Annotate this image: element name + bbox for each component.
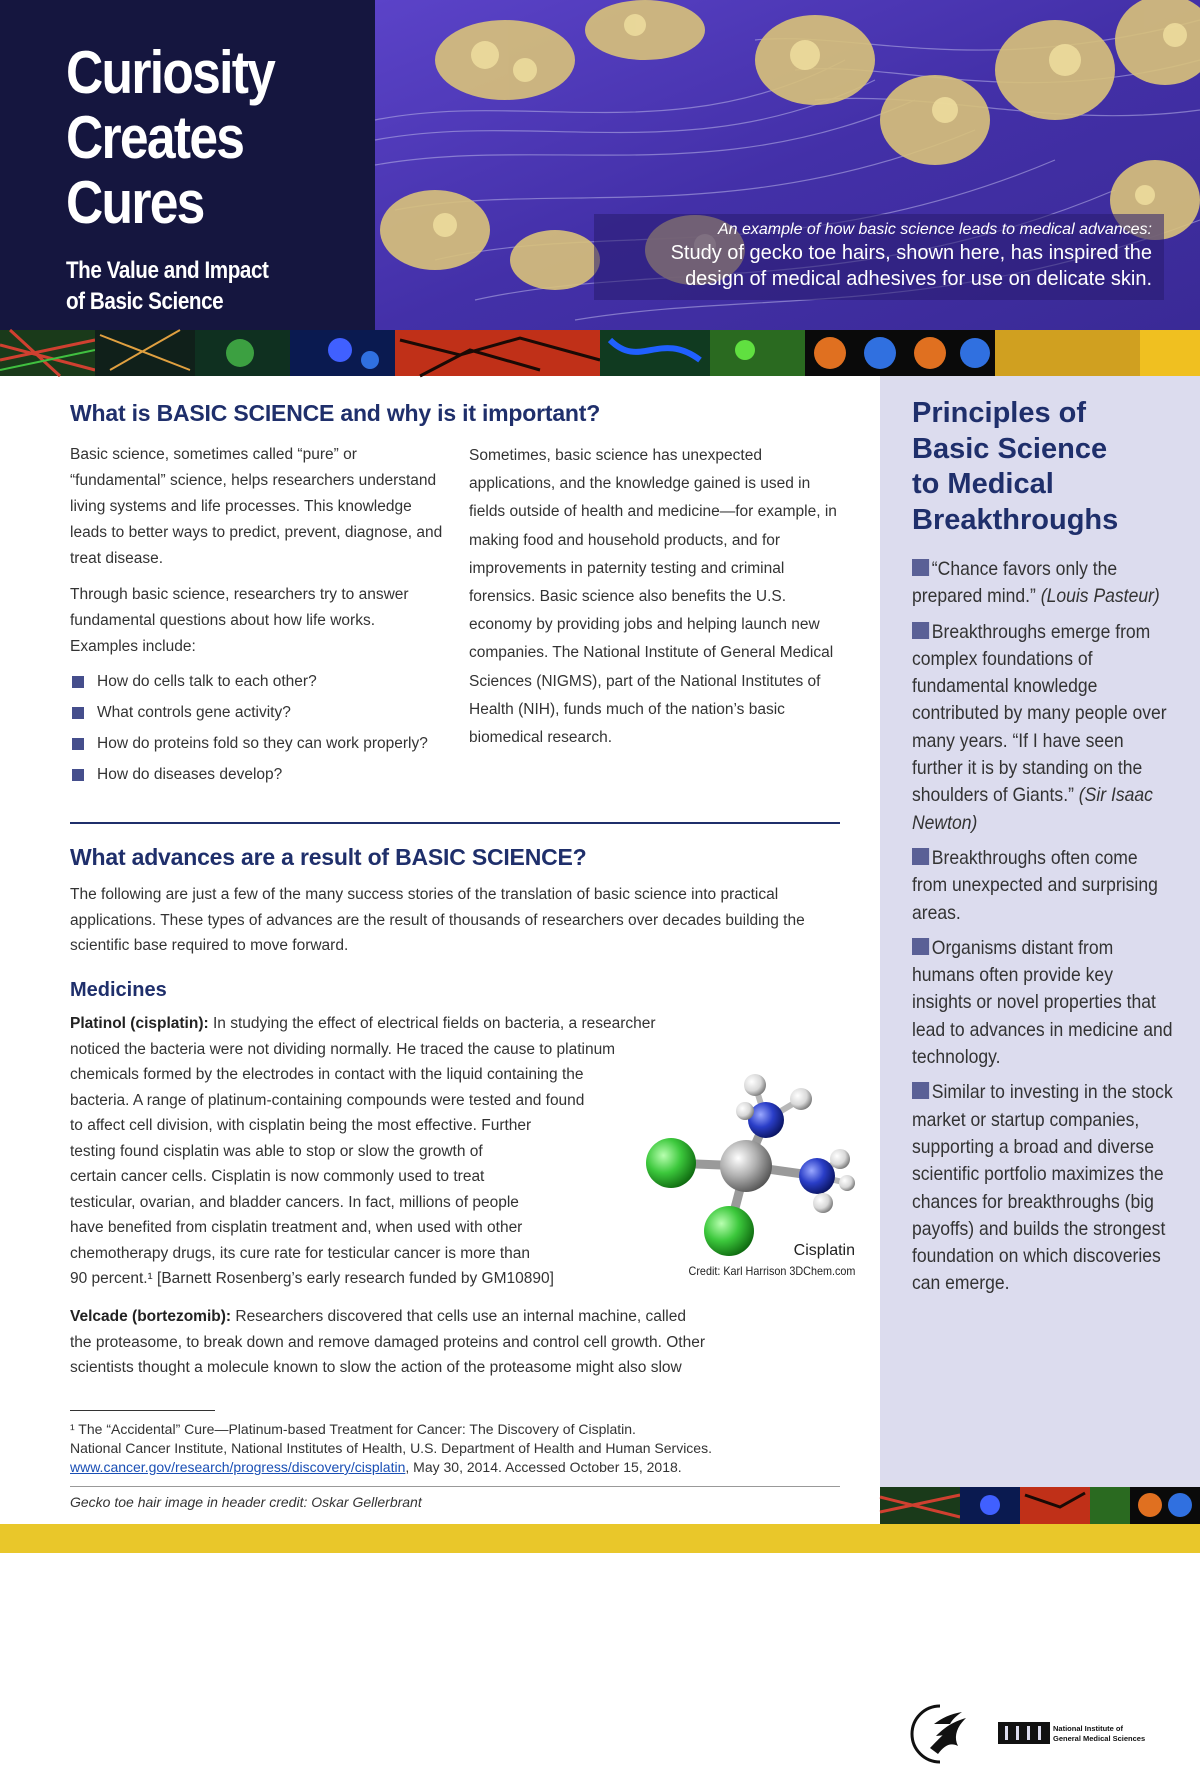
nigms-logo-line2: General Medical Sciences [1053, 1734, 1146, 1743]
hhs-eagle-icon [912, 1706, 966, 1762]
principle-citation: (Louis Pasteur) [1040, 585, 1160, 608]
platinol-term: Platinol (cisplatin): [70, 1015, 209, 1032]
paragraph: Sometimes, basic science has unexpected applications, and the knowledge gained is used in fields outside of health and medicine—for example, in making food and household products, and for improvements in paternity testing and criminal forensics. Basic science also benefits the U.S. economy by providing jobs and helping launch new companies. The National Institute of General Medical Sciences (NIGMS), part of the National Institutes of Health (NIH), funds much of the nation’s basic biomedical research. [469, 447, 837, 747]
text-line: 90 percent.¹ [Barnett Rosenberg’s early research funded by GM10890] [70, 1270, 554, 1287]
text-line: scientists thought a molecule known to slow the action of the proteasome might also slow [70, 1359, 682, 1376]
sidebar-title-line: Breakthroughs [912, 503, 1119, 536]
principle-text: Breakthroughs emerge from complex foundations of fundamental knowledge contributed by many people over many years. “If I have seen further it is by standing on the shoulders of Giants.” [912, 620, 1167, 807]
molecule-label: Cisplatin [793, 1242, 855, 1259]
principle-text: Organisms distant from humans often provide key insights or novel properties that lead to advances in medicine and technology. [912, 936, 1173, 1069]
bullet-square-icon [912, 938, 929, 955]
hero-caption [594, 214, 1164, 300]
list-item-text: What controls gene activity? [97, 704, 291, 721]
principle-item [912, 935, 1173, 1071]
subtitle [66, 255, 332, 317]
bottom-color-band [0, 1524, 1200, 1553]
image-credit: Gecko toe hair image in header credit: Oskar Gellerbrant [70, 1494, 422, 1510]
title-line: Creates [66, 104, 244, 171]
cisplatin-molecule-figure [625, 1066, 855, 1306]
hhs-nigms-logos [910, 1698, 1160, 1768]
velcade-paragraph [70, 1304, 840, 1381]
principle-item [912, 619, 1173, 837]
footer-rule [70, 1486, 840, 1487]
subtitle-line: of Basic Science [66, 288, 224, 315]
paragraph: Basic science, sometimes called “pure” or “fundamental” science, helps researchers understand living systems and life processes. This knowledge leads to better ways to predict, prevent, diagnose, and treat disease. [70, 446, 443, 567]
sidebar-title-line: Basic Science [912, 432, 1108, 465]
text-line: to affect cell division, with cisplatin being the most effective. Further [70, 1117, 532, 1134]
bullet-square-icon [72, 707, 84, 719]
title-block [0, 0, 375, 330]
microscopy-strip [0, 330, 1200, 376]
footnote-line: National Cancer Institute, National Institutes of Health, U.S. Department of Health and Human Services. [70, 1440, 712, 1456]
text-line-part: In studying the effect of electrical fields on bacteria, a researcher [208, 1015, 656, 1032]
medicines-heading: Medicines [70, 979, 167, 1001]
text-line: chemotherapy drugs, its cure rate for testicular cancer is more than [70, 1244, 531, 1262]
bullet-square-icon [912, 622, 929, 639]
text-line: have benefited from cisplatin treatment and, when used with other [70, 1219, 523, 1236]
list-item-text: How do proteins fold so they can work properly? [97, 735, 428, 752]
footnote-line: ¹ The “Accidental” Cure—Platinum-based Treatment for Cancer: The Discovery of Cisplatin. [70, 1421, 636, 1437]
bullet-square-icon [72, 676, 84, 688]
caption-line: Study of gecko toe hairs, shown here, has inspired the [670, 242, 1152, 264]
footnote-rule [70, 1410, 215, 1411]
title-line: Cures [66, 169, 204, 236]
agency-logos [910, 1698, 1160, 1773]
paragraph: Through basic science, researchers try to answer fundamental questions about how life works. Examples include: [70, 586, 409, 655]
section-divider [70, 822, 840, 824]
sidebar-title-line: Principles of [912, 397, 1087, 429]
text-line: testing found cisplatin was able to stop or slow the growth of [70, 1142, 483, 1160]
principle-text: Breakthroughs often come from unexpected and surprising areas. [912, 846, 1158, 924]
text-line: bacteria. A range of platinum-containing compounds were tested and found [70, 1091, 585, 1109]
principle-item [912, 845, 1173, 927]
list-item-text: How do cells talk to each other? [97, 673, 317, 690]
sidebar-title-line: to Medical [912, 468, 1054, 500]
text-line: chemicals formed by the electrodes in contact with the liquid containing the [70, 1066, 584, 1083]
text-line: certain cancer cells. Cisplatin is now commonly used to treat [70, 1168, 485, 1185]
gecko-hero-image [375, 0, 1200, 330]
nigms-logo [998, 1722, 1145, 1744]
caption-line: design of medical adhesives for use on delicate skin. [685, 268, 1152, 290]
subtitle-line: The Value and Impact [66, 257, 269, 284]
image-strip [0, 330, 1200, 376]
list-item [70, 763, 445, 787]
text-line [70, 1011, 840, 1037]
nigms-logo-line1: National Institute of [1053, 1724, 1123, 1733]
cancer-gov-link[interactable]: www.cancer.gov/research/progress/discovery/cisplatin [70, 1459, 406, 1475]
list-item-text: How do diseases develop? [97, 766, 283, 783]
footnote-line [70, 1458, 840, 1477]
text-line: noticed the bacteria were not dividing normally. He traced the cause to platinum [70, 1040, 616, 1058]
section-heading-advances: What advances are a result of BASIC SCIENCE? [70, 844, 587, 870]
main-title [66, 40, 332, 235]
bullet-square-icon [72, 738, 84, 750]
section-heading-what-is: What is BASIC SCIENCE and why is it important? [70, 400, 601, 426]
bullet-square-icon [72, 769, 84, 781]
section1-left-column [70, 442, 445, 794]
section1-body [70, 442, 840, 852]
examples-list [70, 670, 445, 787]
list-item [70, 701, 445, 725]
footnote-line-part: , May 30, 2014. Accessed October 15, 2018. [405, 1459, 682, 1475]
bullet-square-icon [912, 559, 929, 576]
principle-citation: (Sir Isaac Newton) [912, 784, 1153, 834]
principle-item [912, 1079, 1173, 1297]
bullet-square-icon [912, 1082, 929, 1099]
sidebar-title [912, 396, 1118, 538]
principle-text: “Chance favors only the prepared mind.” [912, 558, 1118, 608]
cisplatin-molecule-icon [625, 1066, 855, 1266]
advances-intro: The following are just a few of the many success stories of the translation of basic science into practical applications. These types of advances are the result of thousands of researchers over decades building the scientific base required to move forward. [70, 886, 805, 954]
caption-lead: An example of how basic science leads to medical advances: [717, 221, 1152, 238]
text-line-part: Researchers discovered that cells use an internal machine, called [231, 1308, 686, 1325]
molecule-credit: Credit: Karl Harrison 3DChem.com [688, 1264, 855, 1278]
velcade-term: Velcade (bortezomib): [70, 1308, 232, 1325]
text-line [70, 1304, 840, 1330]
principles-list [912, 556, 1173, 1306]
principle-item [912, 556, 1173, 611]
page-header [0, 0, 1200, 330]
principles-sidebar [880, 376, 1200, 1743]
principle-text: Similar to investing in the stock market or startup companies, supporting a broad and diverse scientific portfolio maximizes the chances for breakthroughs (big payoffs) and builds the strongest foundation on which discoveries can emerge. [912, 1081, 1173, 1295]
section1-right-column [469, 442, 841, 762]
sidebar-image-strip [880, 1487, 1200, 1524]
sidebar-microscopy-strip [880, 1487, 1200, 1524]
text-line: the proteasome, to break down and remove damaged proteins and control cell growth. Other [70, 1333, 706, 1351]
text-line: testicular, ovarian, and bladder cancers. In fact, millions of people [70, 1193, 519, 1211]
bullet-square-icon [912, 848, 929, 865]
list-item [70, 732, 445, 756]
title-line: Curiosity [66, 39, 275, 106]
list-item [70, 670, 445, 694]
footnote [70, 1420, 840, 1477]
